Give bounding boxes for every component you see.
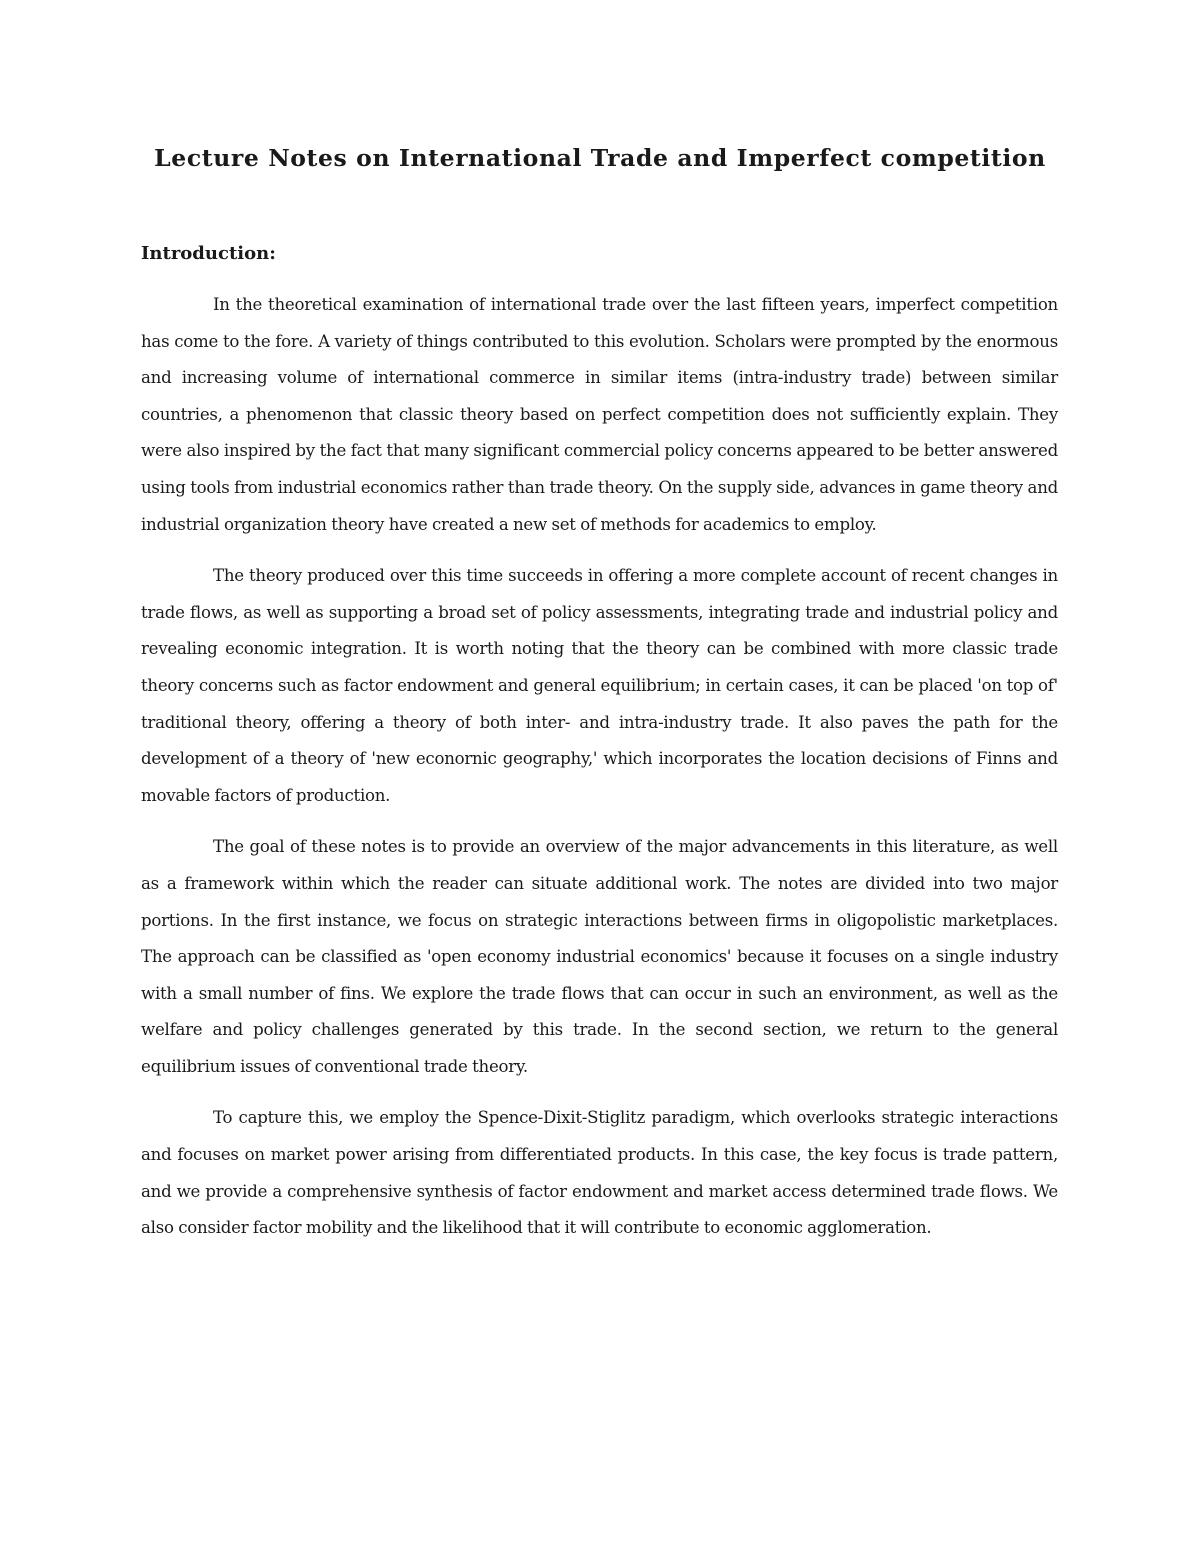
document-title: Lecture Notes on International Trade and Imperfect competition (154, 144, 1046, 172)
paragraph-1: In the theoretical examination of international trade over the last fifteen years, imperfect competition has come to the fore. A variety of things contributed to this evolution. Scholars were prompted by the enormous and increasing volume of international commerce in similar items (intra-industry trade) between similar countries, a phenomenon that classic theory based on perfect competition does not sufficiently explain. They were also inspired by the fact that many significant commercial policy concerns appeared to be better answered using tools from industrial economics rather than trade theory. On the supply side, advances in game theory and industrial organization theory have created a new set of methods for academics to employ. (141, 295, 1058, 534)
paragraph-3: The goal of these notes is to provide an overview of the major advancements in this literature, as well as a framework within which the reader can situate additional work. The notes are divided into two major portions. In the first instance, we focus on strategic interactions between firms in oligopolistic marketplaces. The approach can be classified as 'open economy industrial economics' because it focuses on a single industry with a small number of fins. We explore the trade flows that can occur in such an environment, as well as the welfare and policy challenges generated by this trade. In the second section, we return to the general equilibrium issues of conventional trade theory. (141, 837, 1058, 1076)
paragraph-4: To capture this, we employ the Spence-Dixit-Stiglitz paradigm, which overlooks strategic interactions and focuses on market power arising from differentiated products. In this case, the key focus is trade pattern, and we provide a comprehensive synthesis of factor endowment and market access determined trade flows. We also consider factor mobility and the likelihood that it will contribute to economic agglomeration. (141, 1108, 1058, 1238)
section-heading-introduction: Introduction: (141, 243, 276, 264)
document-body (141, 287, 1058, 1262)
paragraph-2: The theory produced over this time succeeds in offering a more complete account of recent changes in trade flows, as well as supporting a broad set of policy assessments, integrating trade and industrial policy and revealing economic integration. It is worth noting that the theory can be combined with more classic trade theory concerns such as factor endowment and general equilibrium; in certain cases, it can be placed 'on top of' traditional theory, offering a theory of both inter- and intra-industry trade. It also paves the path for the development of a theory of 'new econornic geography,' which incorporates the location decisions of Finns and movable factors of production. (141, 566, 1058, 805)
